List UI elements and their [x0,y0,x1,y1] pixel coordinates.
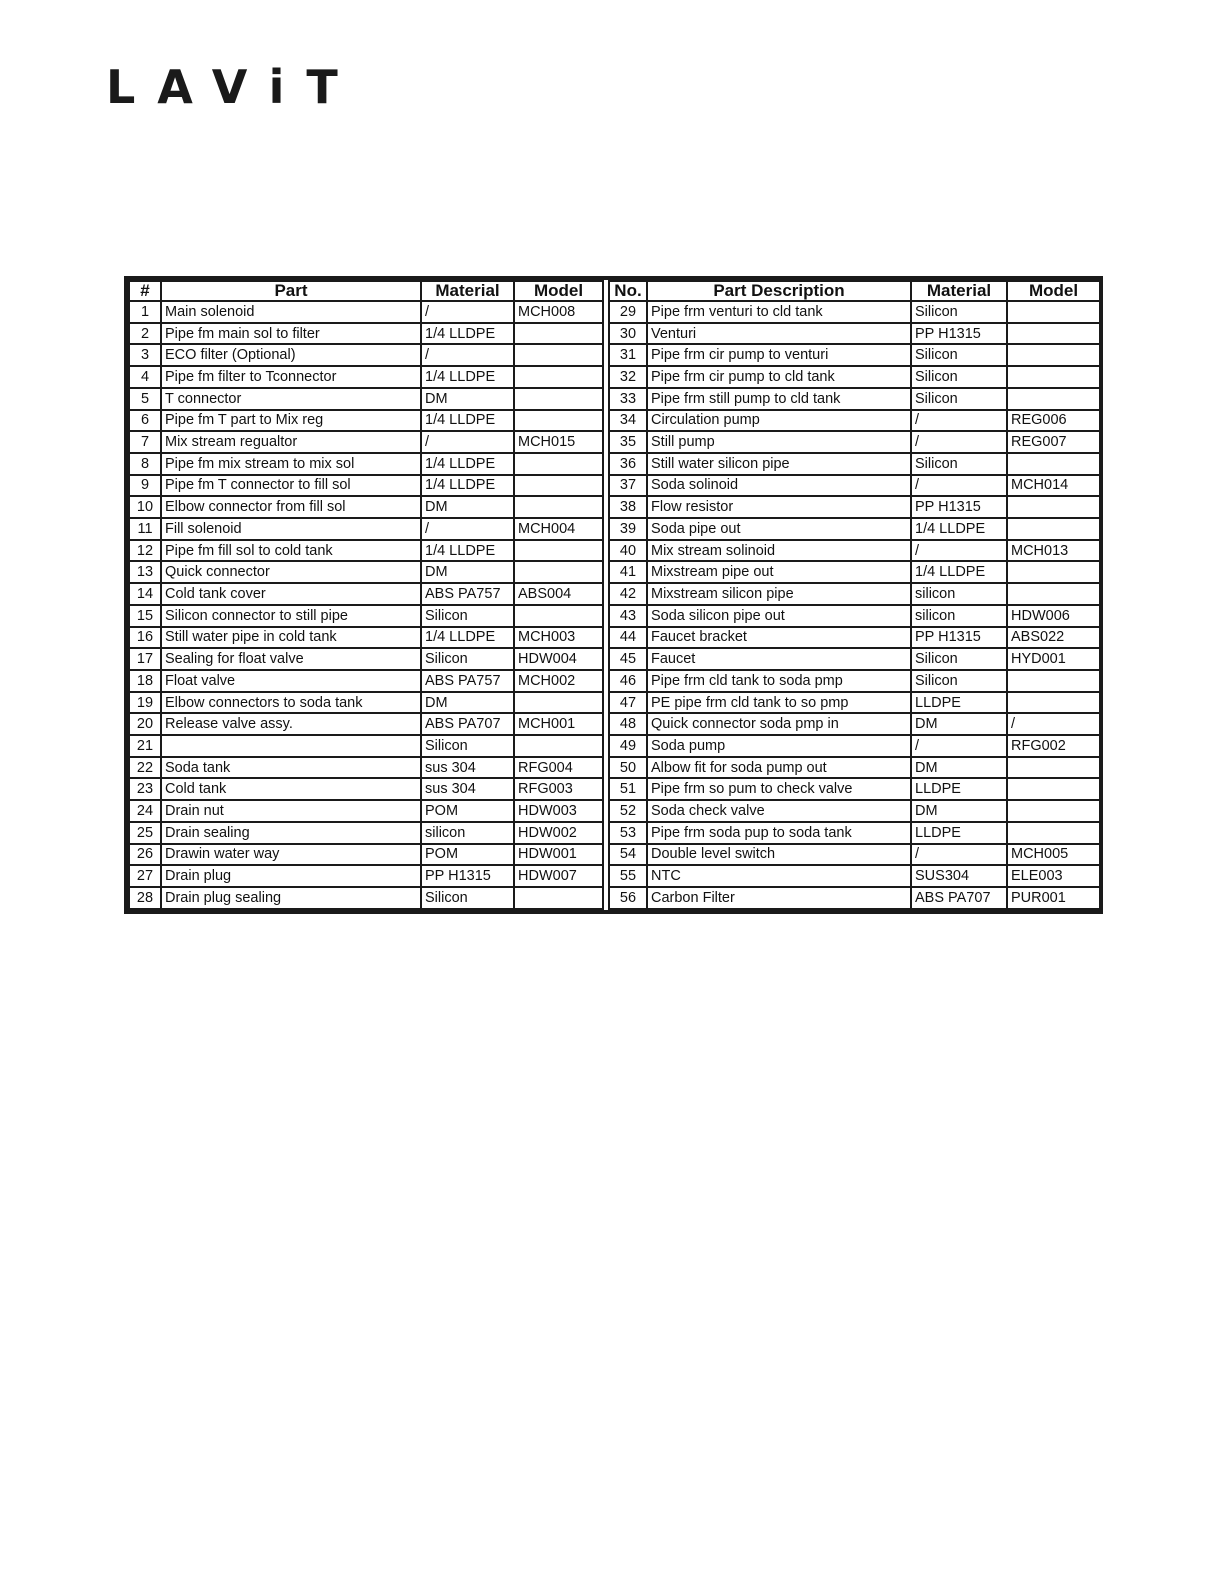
cell-model [1007,301,1100,323]
cell-part: Fill solenoid [161,518,421,540]
cell-part: Main solenoid [161,301,421,323]
cell-index: 23 [129,778,161,800]
cell-material: DM [421,561,514,583]
cell-part: Drawin water way [161,844,421,866]
cell-material: / [421,518,514,540]
cell-model: MCH004 [514,518,603,540]
cell-model: RFG002 [1007,735,1100,757]
table-row [129,778,1100,800]
cell-model: HDW003 [514,800,603,822]
cell-model [514,887,603,909]
cell-no: 32 [609,366,647,388]
cell-material: Silicon [421,887,514,909]
cell-model [514,561,603,583]
cell-model [514,410,603,432]
cell-no: 29 [609,301,647,323]
table-row [129,735,1100,757]
cell-index: 13 [129,561,161,583]
cell-no: 39 [609,518,647,540]
cell-part-description: Pipe frm soda pup to soda tank [647,822,911,844]
cell-model [1007,496,1100,518]
table-row [129,323,1100,345]
col-header-material-2: Material [911,281,1007,301]
cell-index: 12 [129,540,161,562]
table-row [129,344,1100,366]
table-row [129,800,1100,822]
col-header-no: No. [609,281,647,301]
cell-part-description: Soda silicon pipe out [647,605,911,627]
cell-material: Silicon [911,453,1007,475]
cell-no: 47 [609,692,647,714]
cell-part: Sealing for float valve [161,648,421,670]
table-row [129,865,1100,887]
cell-index: 10 [129,496,161,518]
cell-no: 30 [609,323,647,345]
cell-no: 37 [609,475,647,497]
cell-material: / [421,431,514,453]
cell-material: POM [421,800,514,822]
cell-part: Pipe fm T connector to fill sol [161,475,421,497]
cell-part: Elbow connector from fill sol [161,496,421,518]
cell-material: DM [911,800,1007,822]
cell-no: 36 [609,453,647,475]
cell-model: MCH015 [514,431,603,453]
cell-model: HDW002 [514,822,603,844]
table-row [129,822,1100,844]
cell-material: / [911,431,1007,453]
cell-index: 1 [129,301,161,323]
cell-model [514,496,603,518]
cell-part: Soda tank [161,757,421,779]
cell-material: 1/4 LLDPE [421,366,514,388]
cell-part-description: Faucet bracket [647,627,911,649]
cell-model: REG007 [1007,431,1100,453]
cell-index: 11 [129,518,161,540]
cell-model: MCH008 [514,301,603,323]
cell-model: MCH003 [514,627,603,649]
cell-material: Silicon [911,670,1007,692]
cell-index: 24 [129,800,161,822]
cell-material: / [911,475,1007,497]
cell-part: Drain plug [161,865,421,887]
cell-model: REG006 [1007,410,1100,432]
cell-material: sus 304 [421,778,514,800]
cell-part: Mix stream regualtor [161,431,421,453]
cell-index: 14 [129,583,161,605]
cell-material: 1/4 LLDPE [421,540,514,562]
cell-model: MCH005 [1007,844,1100,866]
cell-index: 21 [129,735,161,757]
cell-index: 22 [129,757,161,779]
cell-part: Release valve assy. [161,713,421,735]
cell-part-description: Pipe frm still pump to cld tank [647,388,911,410]
cell-model: ABS004 [514,583,603,605]
cell-part-description: Soda pipe out [647,518,911,540]
cell-no: 45 [609,648,647,670]
cell-part-description: Flow resistor [647,496,911,518]
cell-material: 1/4 LLDPE [911,518,1007,540]
cell-model [514,540,603,562]
cell-material: / [421,344,514,366]
cell-material: 1/4 LLDPE [911,561,1007,583]
table-row [129,648,1100,670]
cell-model: HDW001 [514,844,603,866]
cell-model: ELE003 [1007,865,1100,887]
cell-index: 9 [129,475,161,497]
cell-no: 56 [609,887,647,909]
cell-material: DM [421,692,514,714]
col-header-model: Model [514,281,603,301]
cell-part: Quick connector [161,561,421,583]
cell-index: 25 [129,822,161,844]
cell-part: Silicon connector to still pipe [161,605,421,627]
cell-part: Pipe fm main sol to filter [161,323,421,345]
cell-material: ABS PA757 [421,583,514,605]
cell-no: 53 [609,822,647,844]
cell-index: 16 [129,627,161,649]
cell-material: PP H1315 [911,496,1007,518]
table-row [129,301,1100,323]
cell-part-description: Soda pump [647,735,911,757]
cell-part-description: Still water silicon pipe [647,453,911,475]
cell-model: HDW006 [1007,605,1100,627]
cell-no: 48 [609,713,647,735]
cell-index: 27 [129,865,161,887]
cell-part-description: Mixstream silicon pipe [647,583,911,605]
cell-index: 20 [129,713,161,735]
cell-model [1007,323,1100,345]
brand-logo: LAViT [106,60,360,114]
col-header-material: Material [421,281,514,301]
cell-model: MCH002 [514,670,603,692]
cell-part-description: Pipe frm venturi to cld tank [647,301,911,323]
cell-material: Silicon [421,735,514,757]
cell-no: 38 [609,496,647,518]
cell-part: Elbow connectors to soda tank [161,692,421,714]
table-row [129,453,1100,475]
cell-material: DM [421,496,514,518]
cell-model: RFG003 [514,778,603,800]
cell-part: T connector [161,388,421,410]
cell-material: Silicon [911,366,1007,388]
cell-model [1007,822,1100,844]
cell-material: silicon [911,583,1007,605]
parts-table [128,280,1101,910]
cell-no: 33 [609,388,647,410]
cell-part: ECO filter (Optional) [161,344,421,366]
cell-part-description: Carbon Filter [647,887,911,909]
cell-part-description: PE pipe frm cld tank to so pmp [647,692,911,714]
cell-part: Drain nut [161,800,421,822]
cell-part-description: Pipe frm cld tank to soda pmp [647,670,911,692]
cell-index: 8 [129,453,161,475]
cell-material: DM [911,713,1007,735]
cell-model [1007,757,1100,779]
cell-material: POM [421,844,514,866]
cell-index: 4 [129,366,161,388]
cell-material: Silicon [911,388,1007,410]
cell-model: MCH013 [1007,540,1100,562]
cell-part: Still water pipe in cold tank [161,627,421,649]
table-body [129,301,1100,909]
cell-index: 17 [129,648,161,670]
cell-material: / [911,540,1007,562]
table-row [129,887,1100,909]
cell-material: Silicon [421,648,514,670]
cell-material: PP H1315 [911,323,1007,345]
table-row [129,844,1100,866]
cell-material: Silicon [911,301,1007,323]
cell-part-description: Mix stream solinoid [647,540,911,562]
cell-part: Pipe fm T part to Mix reg [161,410,421,432]
col-header-part: Part [161,281,421,301]
cell-part-description: Faucet [647,648,911,670]
cell-model [1007,583,1100,605]
cell-model [514,475,603,497]
cell-model [1007,388,1100,410]
cell-no: 40 [609,540,647,562]
cell-part [161,735,421,757]
cell-model: MCH001 [514,713,603,735]
cell-model: MCH014 [1007,475,1100,497]
cell-no: 35 [609,431,647,453]
cell-material: ABS PA707 [911,887,1007,909]
cell-model: PUR001 [1007,887,1100,909]
cell-material: 1/4 LLDPE [421,453,514,475]
cell-index: 3 [129,344,161,366]
cell-material: Silicon [911,344,1007,366]
cell-material: 1/4 LLDPE [421,410,514,432]
cell-no: 46 [609,670,647,692]
parts-table-frame [124,276,1103,914]
cell-model [1007,344,1100,366]
cell-model: HYD001 [1007,648,1100,670]
cell-material: LLDPE [911,822,1007,844]
cell-part-description: Double level switch [647,844,911,866]
cell-no: 52 [609,800,647,822]
cell-material: / [911,735,1007,757]
cell-model [514,735,603,757]
cell-model [514,344,603,366]
cell-model [1007,778,1100,800]
cell-material: PP H1315 [421,865,514,887]
table-row [129,475,1100,497]
cell-part: Pipe fm mix stream to mix sol [161,453,421,475]
cell-material: ABS PA757 [421,670,514,692]
cell-no: 50 [609,757,647,779]
table-row [129,713,1100,735]
cell-no: 41 [609,561,647,583]
table-row [129,431,1100,453]
cell-material: silicon [911,605,1007,627]
cell-no: 55 [609,865,647,887]
cell-material: LLDPE [911,692,1007,714]
cell-material: SUS304 [911,865,1007,887]
cell-index: 2 [129,323,161,345]
cell-model: / [1007,713,1100,735]
cell-no: 42 [609,583,647,605]
cell-material: DM [911,757,1007,779]
cell-index: 5 [129,388,161,410]
cell-material: 1/4 LLDPE [421,627,514,649]
table-row [129,518,1100,540]
cell-no: 51 [609,778,647,800]
col-header-part-description: Part Description [647,281,911,301]
cell-model [514,453,603,475]
cell-model: RFG004 [514,757,603,779]
table-row [129,692,1100,714]
table-row [129,627,1100,649]
table-row [129,561,1100,583]
cell-model [514,366,603,388]
cell-material: Silicon [911,648,1007,670]
col-header-model-2: Model [1007,281,1100,301]
cell-part: Drain plug sealing [161,887,421,909]
cell-no: 43 [609,605,647,627]
cell-no: 54 [609,844,647,866]
cell-model: HDW007 [514,865,603,887]
cell-part: Cold tank [161,778,421,800]
cell-model: HDW004 [514,648,603,670]
cell-material: LLDPE [911,778,1007,800]
cell-model [514,388,603,410]
cell-index: 15 [129,605,161,627]
cell-material: / [421,301,514,323]
table-row [129,540,1100,562]
cell-material: 1/4 LLDPE [421,475,514,497]
cell-part: Float valve [161,670,421,692]
cell-material: DM [421,388,514,410]
table-row [129,605,1100,627]
cell-index: 6 [129,410,161,432]
cell-material: ABS PA707 [421,713,514,735]
cell-part: Pipe fm filter to Tconnector [161,366,421,388]
cell-index: 18 [129,670,161,692]
cell-part-description: Circulation pump [647,410,911,432]
cell-part-description: Quick connector soda pmp in [647,713,911,735]
cell-model [1007,670,1100,692]
cell-model [1007,518,1100,540]
cell-material: 1/4 LLDPE [421,323,514,345]
cell-part-description: Venturi [647,323,911,345]
table-header-row [129,281,1100,301]
cell-part-description: Soda solinoid [647,475,911,497]
cell-no: 31 [609,344,647,366]
cell-part-description: Albow fit for soda pump out [647,757,911,779]
cell-model [1007,453,1100,475]
table-row [129,388,1100,410]
cell-model [1007,692,1100,714]
table-row [129,496,1100,518]
cell-material: / [911,410,1007,432]
table-row [129,670,1100,692]
cell-model [1007,561,1100,583]
cell-material: sus 304 [421,757,514,779]
cell-model [1007,800,1100,822]
cell-part-description: Soda check valve [647,800,911,822]
cell-model: ABS022 [1007,627,1100,649]
col-header-index: # [129,281,161,301]
cell-part-description: NTC [647,865,911,887]
cell-no: 34 [609,410,647,432]
cell-index: 19 [129,692,161,714]
table-row [129,583,1100,605]
cell-material: silicon [421,822,514,844]
cell-no: 49 [609,735,647,757]
cell-material: / [911,844,1007,866]
table-row [129,366,1100,388]
cell-part: Drain sealing [161,822,421,844]
cell-index: 7 [129,431,161,453]
cell-part-description: Mixstream pipe out [647,561,911,583]
cell-model [514,692,603,714]
table-row [129,757,1100,779]
cell-model [514,323,603,345]
cell-model [514,605,603,627]
cell-material: Silicon [421,605,514,627]
cell-part-description: Pipe frm cir pump to venturi [647,344,911,366]
cell-part-description: Pipe frm so pum to check valve [647,778,911,800]
table-row [129,410,1100,432]
cell-part: Pipe fm fill sol to cold tank [161,540,421,562]
cell-part: Cold tank cover [161,583,421,605]
cell-part-description: Still pump [647,431,911,453]
cell-material: PP H1315 [911,627,1007,649]
cell-part-description: Pipe frm cir pump to cld tank [647,366,911,388]
cell-index: 28 [129,887,161,909]
cell-index: 26 [129,844,161,866]
cell-model [1007,366,1100,388]
cell-no: 44 [609,627,647,649]
